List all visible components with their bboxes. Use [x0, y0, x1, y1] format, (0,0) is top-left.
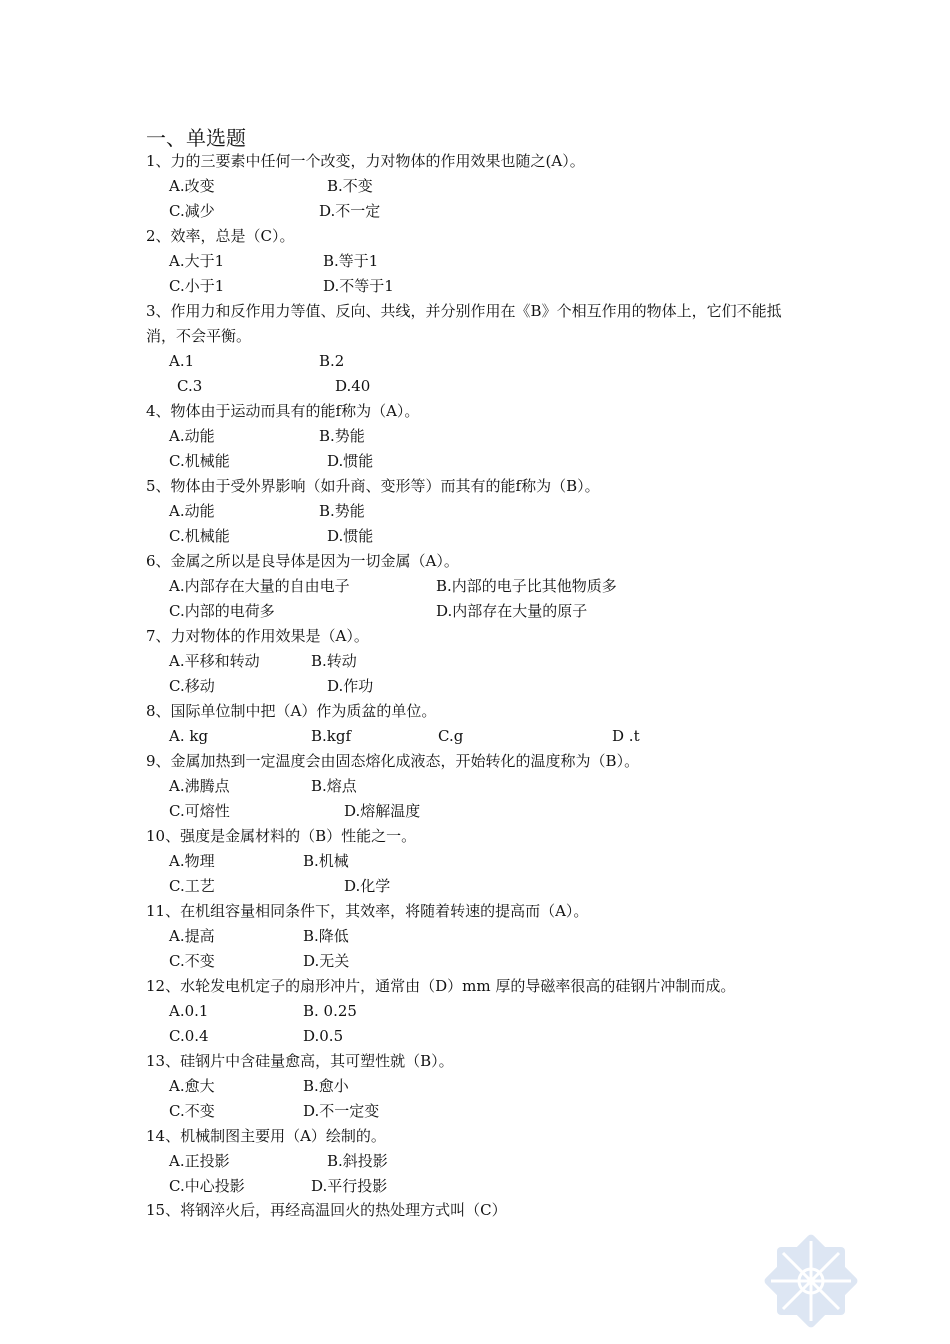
answer-option: B.斜投影	[327, 1152, 388, 1170]
question-text: 14、机械制图主要用（A）绘制的。	[146, 1127, 386, 1145]
answer-option: B.等于1	[323, 252, 379, 270]
answer-option: B.转动	[311, 652, 357, 670]
answer-option: D.无关	[303, 952, 350, 970]
answer-option: D.惯能	[327, 527, 374, 545]
question-text: 1、力的三要素中任何一个改变，力对物体的作用效果也随之(A）。	[146, 152, 585, 170]
answer-option: C.3	[177, 377, 203, 395]
answer-option: B.愈小	[303, 1077, 349, 1095]
answer-option: C.中心投影	[169, 1177, 245, 1195]
answer-option: A.正投影	[169, 1152, 230, 1170]
answer-option: A.提高	[169, 927, 215, 945]
answer-option: A.动能	[169, 502, 215, 520]
answer-option: A.改变	[169, 177, 215, 195]
answer-option: D.不一定变	[303, 1102, 380, 1120]
snowflake-watermark-icon	[752, 1222, 870, 1340]
question-text: 6、金属之所以是良导体是因为一切金属（A）。	[146, 552, 459, 570]
answer-option: B.kgf	[311, 727, 352, 745]
question-text: 9、金属加热到一定温度会由固态熔化成液态，开始转化的温度称为（B）。	[146, 752, 640, 770]
question-text: 8、国际单位制中把（A）作为质盆的单位。	[146, 702, 437, 720]
answer-option: A.0.1	[169, 1002, 209, 1020]
answer-option: D.40	[335, 377, 371, 395]
answer-option: A.平移和转动	[169, 652, 260, 670]
question-text: 15、将钢淬火后，再经高温回火的热处理方式叫（C）	[146, 1201, 507, 1219]
answer-option: C.移动	[169, 677, 215, 695]
question-text: 5、物体由于受外界影响（如升商、变形等）而其有的能f称为（B）。	[146, 477, 600, 495]
answer-option: C.0.4	[169, 1027, 209, 1045]
answer-option: A.愈大	[169, 1077, 215, 1095]
question-text: 2、效率，总是（C）。	[146, 227, 295, 245]
answer-option: A.大于1	[169, 252, 225, 270]
answer-option: D.内部存在大量的原子	[436, 602, 588, 620]
question-text: 12、水轮发电机定子的扇形冲片，通常由（D）mm 厚的导磁率很高的硅钢片冲制而成。	[146, 977, 736, 995]
answer-option: D .t	[612, 727, 640, 745]
section-title: 一、单选题	[146, 126, 246, 150]
question-text: 10、强度是金属材料的（B）性能之一。	[146, 827, 417, 845]
answer-option: C.小于1	[169, 277, 225, 295]
answer-option: C.不变	[169, 952, 215, 970]
question-text: 11、在机组容量相同条件下，其效率，将随着转速的提高而（A）。	[146, 902, 589, 920]
answer-option: B.势能	[319, 427, 365, 445]
answer-option: B.熔点	[311, 777, 357, 795]
answer-option: B.内部的电子比其他物质多	[436, 577, 617, 595]
answer-option: C.减少	[169, 202, 215, 220]
answer-option: D.作功	[327, 677, 374, 695]
answer-option: B.降低	[303, 927, 349, 945]
question-text: 4、物体由于运动而具有的能f称为（A）。	[146, 402, 420, 420]
question-text: 3、作用力和反作用力等值、反向、共线，并分别作用在《B》个相互作用的物体上，它们不能抵	[146, 302, 782, 320]
answer-option: C.可熔性	[169, 802, 230, 820]
answer-option: C.机械能	[169, 452, 230, 470]
answer-option: D.不一定	[319, 202, 381, 220]
answer-option: D.不等于1	[323, 277, 394, 295]
answer-option: A. kg	[169, 727, 209, 745]
answer-option: C.工艺	[169, 877, 215, 895]
answer-option: D.化学	[344, 877, 391, 895]
answer-option: D.惯能	[327, 452, 374, 470]
answer-option: A.内部存在大量的自由电子	[169, 577, 350, 595]
answer-option: B.2	[319, 352, 345, 370]
answer-option: B. 0.25	[303, 1002, 357, 1020]
question-text: 13、硅钢片中含硅量愈高，其可塑性就（B）。	[146, 1052, 454, 1070]
answer-option: 消，不会平衡。	[146, 327, 252, 345]
answer-option: B.势能	[319, 502, 365, 520]
question-text: 7、力对物体的作用效果是（A）。	[146, 627, 369, 645]
answer-option: B.不变	[327, 177, 373, 195]
answer-option: D.平行投影	[311, 1177, 388, 1195]
answer-option: A.动能	[169, 427, 215, 445]
answer-option: B.机械	[303, 852, 349, 870]
answer-option: D.0.5	[303, 1027, 344, 1045]
answer-option: C.机械能	[169, 527, 230, 545]
answer-option: A.1	[169, 352, 195, 370]
answer-option: C.不变	[169, 1102, 215, 1120]
answer-option: A.沸腾点	[169, 777, 230, 795]
answer-option: C.内部的电荷多	[169, 602, 275, 620]
answer-option: C.g	[438, 727, 464, 745]
answer-option: D.熔解温度	[344, 802, 421, 820]
answer-option: A.物理	[169, 852, 215, 870]
